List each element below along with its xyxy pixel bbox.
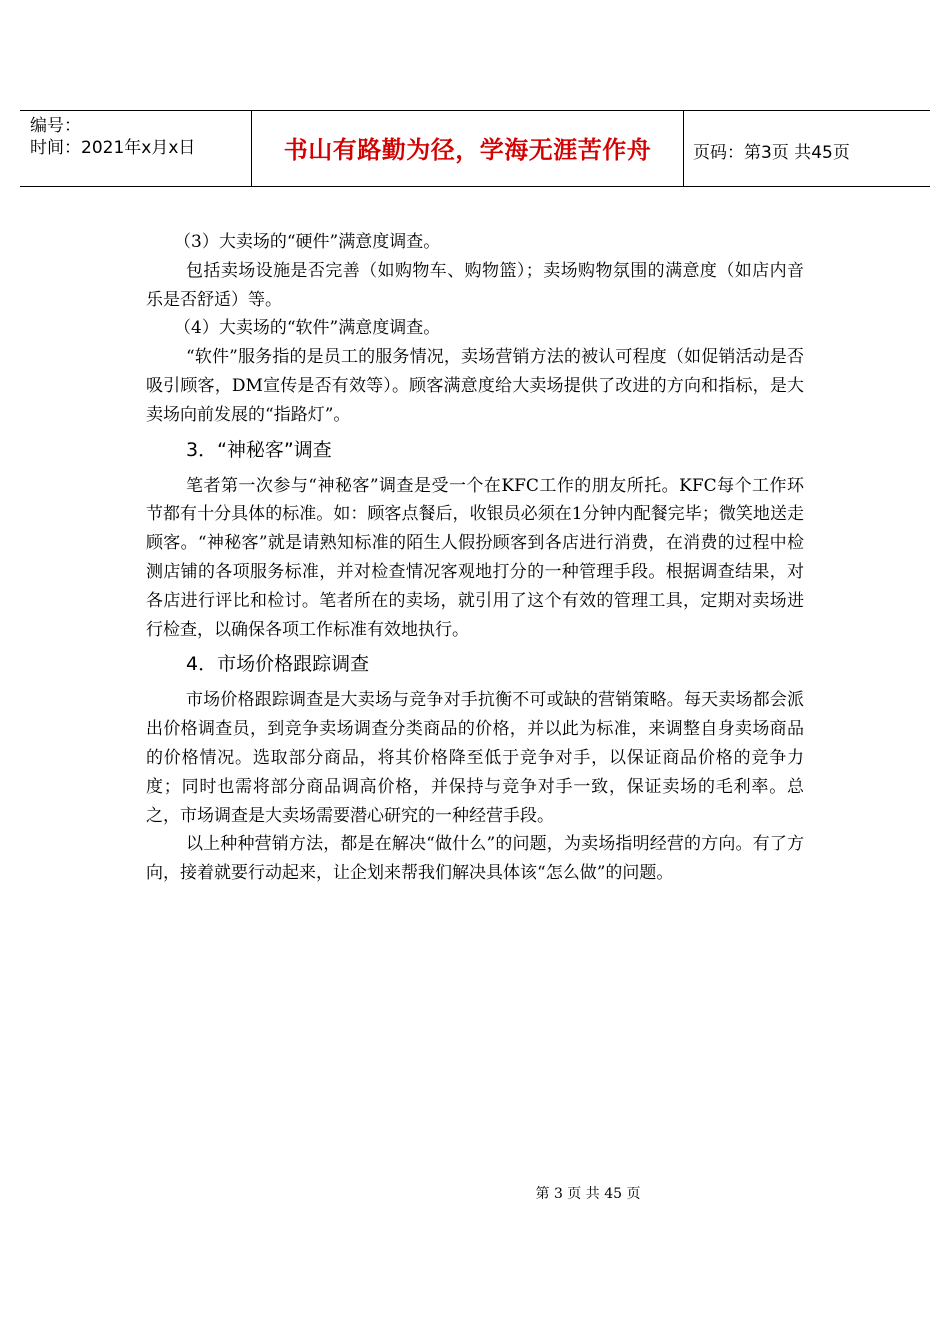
paragraph: （4）大卖场的“软件”满意度调查。 <box>174 318 441 339</box>
paragraph: 以上种种营销方法，都是在解决“做什么”的问题，为卖场指明经营的方向。有了方向，接着就要行动起来，让企划来帮我们解决具体该“怎么做”的问题。 <box>146 834 804 884</box>
footer-page-number: 第 3 页 共 45 页 <box>535 1186 641 1202</box>
header-meta <box>30 115 250 159</box>
document-body <box>146 228 804 888</box>
paragraph: 笔者第一次参与“神秘客”调查是受一个在KFC工作的朋友所托。KFC每个工作环节都有十分具体的标准。如：顾客点餐后，收银员必须在1分钟内配餐完毕；微笑地送走顾客。“神秘客”就是请熟知标准的陌生人假扮顾客到各店进行消费，在消费的过程中检测店铺的各项服务标准，并对检查情况客观地打分的一种管理手段。根据调查结果，对各店进行评比和检讨。笔者所在的卖场，就引用了这个有效的管理工具，定期对卖场进行检查，以确保各项工作标准有效地执行。 <box>146 475 804 640</box>
paragraph: 市场价格跟踪调查是大卖场与竞争对手抗衡不可或缺的营销策略。每天卖场都会派出价格调查员，到竞争卖场调查分类商品的价格，并以此为标准，来调整自身卖场商品的价格情况。选取部分商品，将其价格降至低于竞争对手，以保证商品价格的竞争力度；同时也需将部分商品调高价格，并保持与竞争对手一致，保证卖场的毛利率。总之，市场调查是大卖场需要潜心研究的一种经营手段。 <box>146 690 804 826</box>
header-bottom-rule <box>20 186 930 187</box>
header-number-label: 编号： <box>30 116 81 136</box>
header-page-info: 页码：第3页 共45页 <box>693 143 850 163</box>
header-divider <box>683 110 684 187</box>
paragraph: （3）大卖场的“硬件”满意度调查。 <box>174 232 441 252</box>
header-motto: 书山有路勤为径，学海无涯苦作舟 <box>283 136 652 164</box>
paragraph: 包括卖场设施是否完善（如购物车、购物篮）；卖场购物氛围的满意度（如店内音乐是否舒适）等。 <box>146 260 804 310</box>
paragraph: “软件”服务指的是员工的服务情况，卖场营销方法的被认可程度（如促销活动是否吸引顾客，DM宣传是否有效等）。顾客满意度给大卖场提供了改进的方向和指标，是大卖场向前发展的“指路灯”。 <box>146 347 804 425</box>
section-heading: 4．市场价格跟踪调查 <box>186 653 370 676</box>
section-heading: 3．“神秘客”调查 <box>186 438 332 461</box>
header-top-rule <box>20 110 930 111</box>
header-time-label: 时间：2021年x月x日 <box>30 138 196 158</box>
page-footer <box>0 1183 950 1203</box>
